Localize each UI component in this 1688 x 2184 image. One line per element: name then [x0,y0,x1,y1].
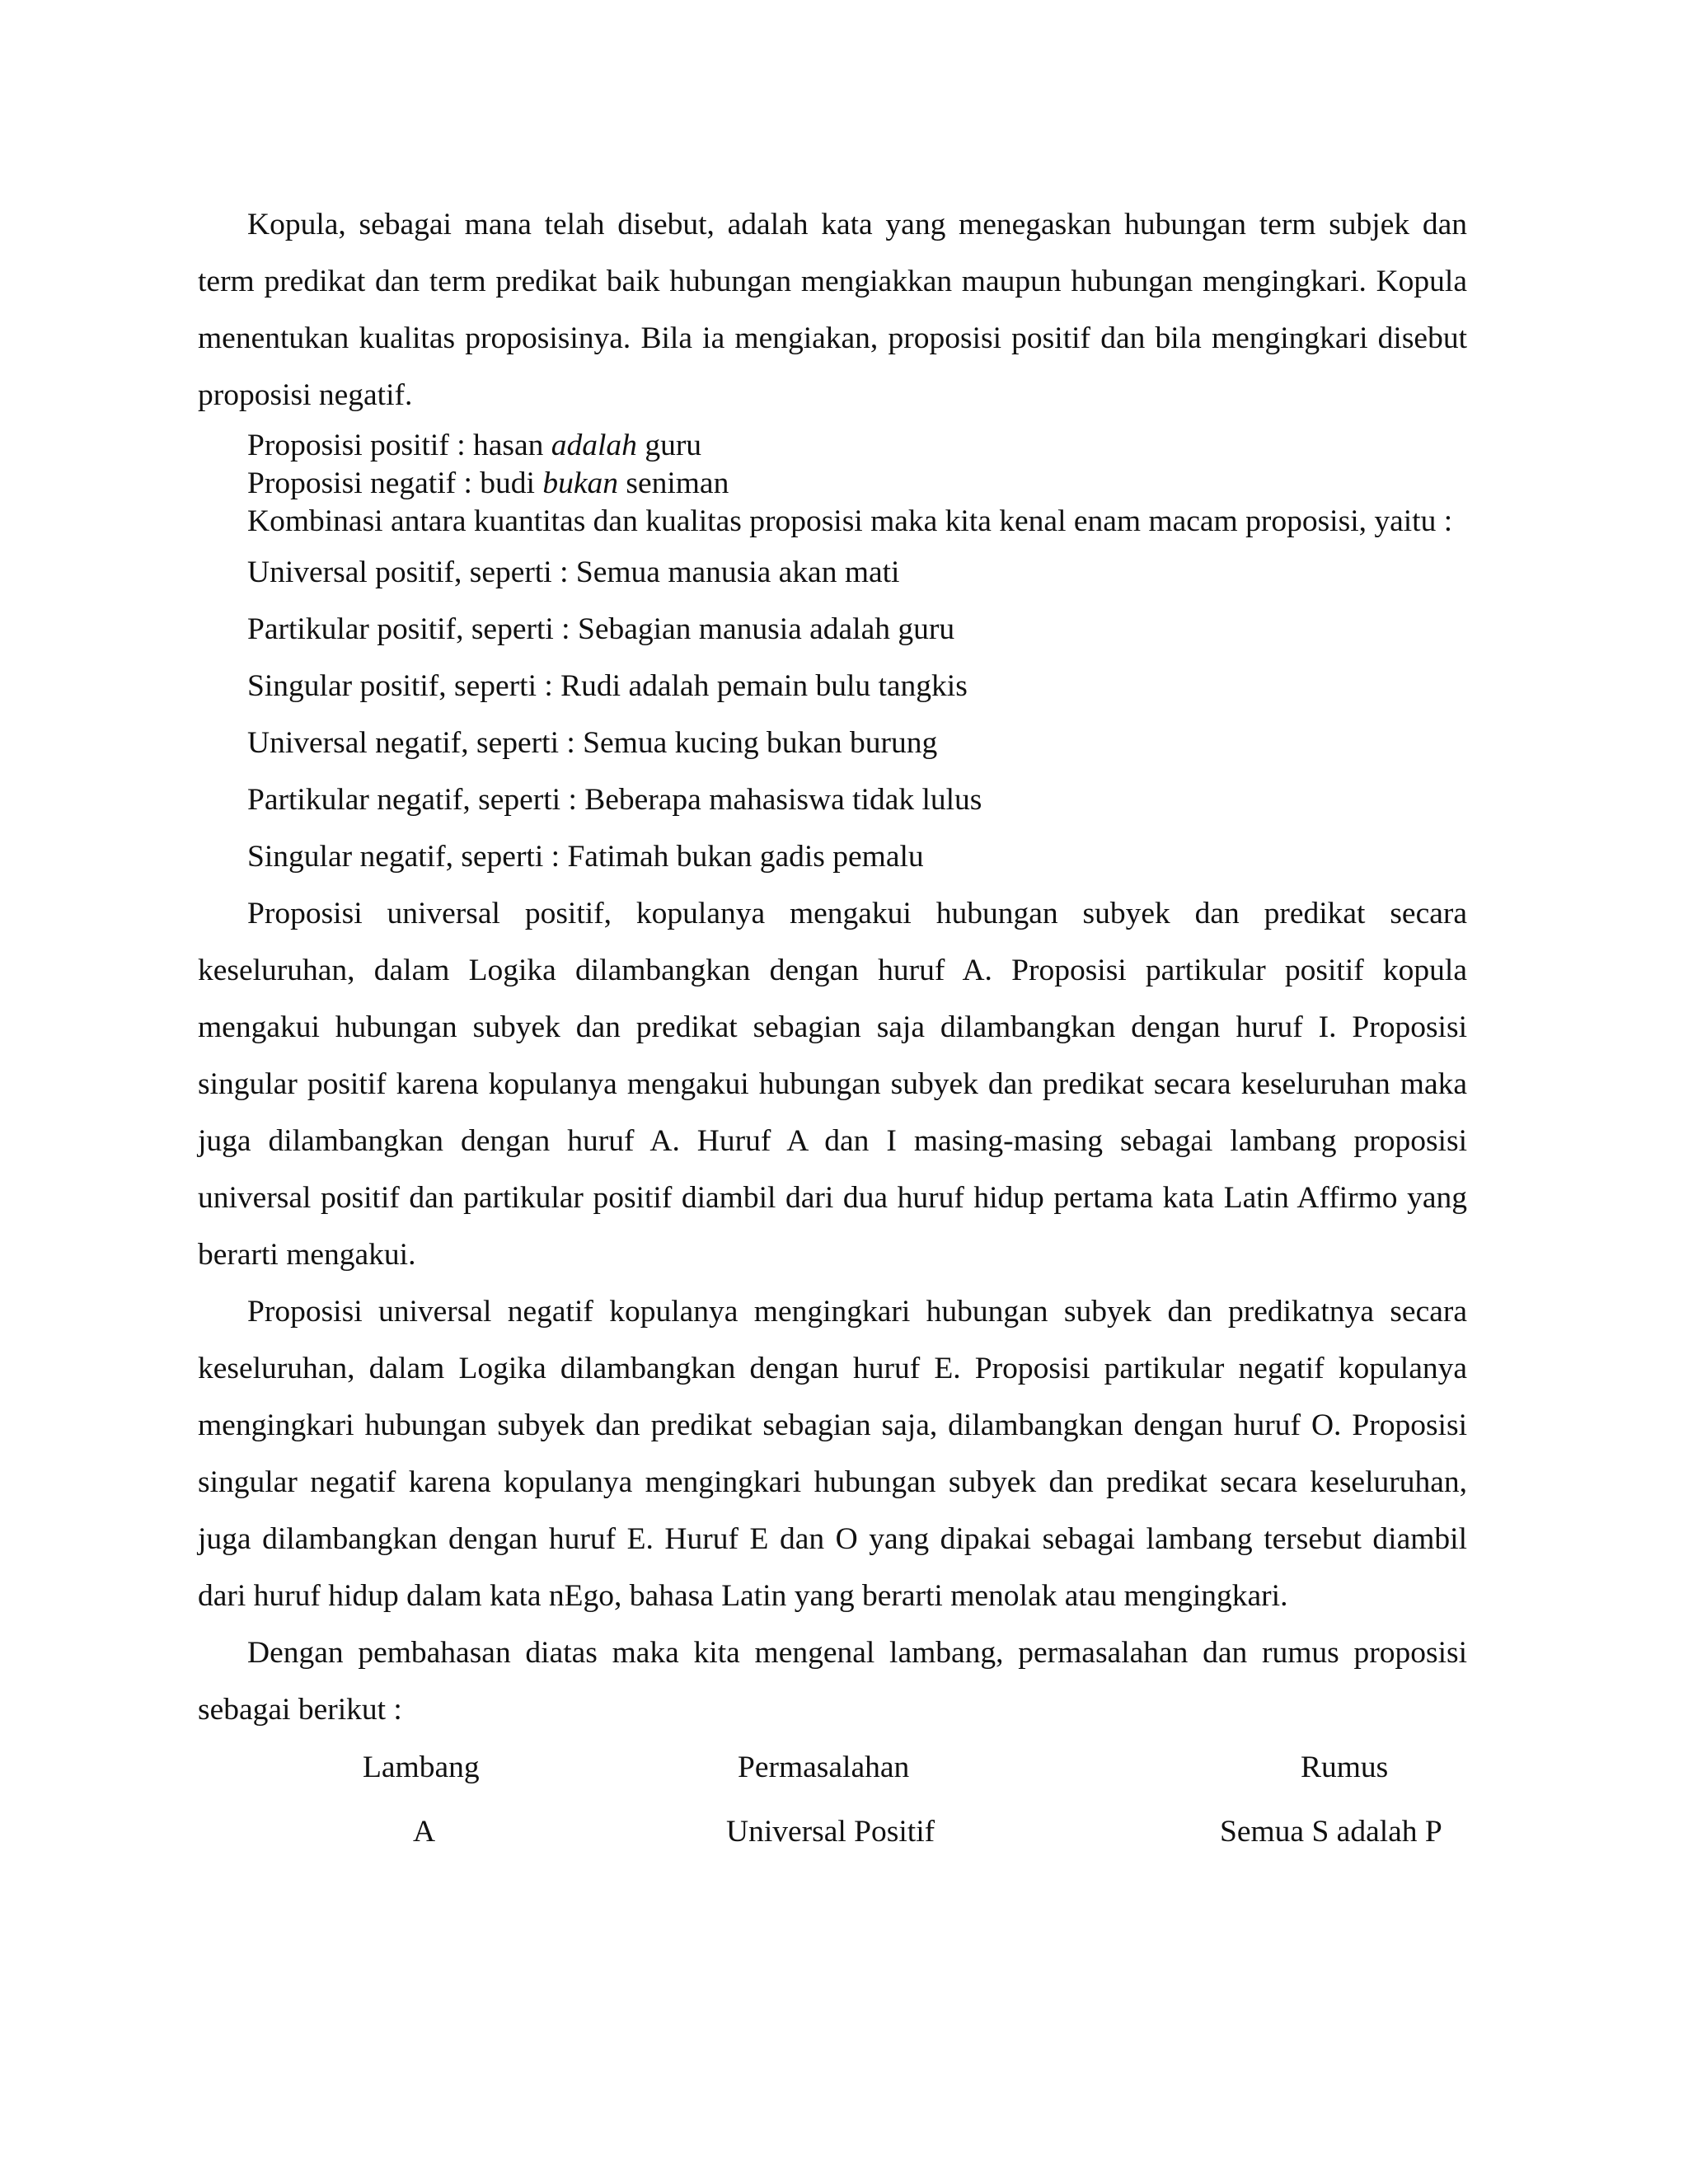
table-header-permasalahan: Permasalahan [738,1750,910,1784]
example-positive-prefix: Proposisi positif : hasan [247,429,551,462]
table-cell-permasalahan: Universal Positif [726,1815,935,1849]
list-item: Partikular negatif, seperti : Beberapa mahasiswa tidak lulus [247,783,982,817]
table-row [198,1814,1467,1878]
list-item: Singular positif, seperti : Rudi adalah pemain bulu tangkis [247,669,968,703]
example-negative [198,465,1467,503]
list-item: Universal negatif, seperti : Semua kucing bukan burung [247,726,938,760]
example-positive-copula: adalah [551,429,637,462]
document-page [198,196,1467,1878]
paragraph-kombinasi: Kombinasi antara kuantitas dan kualitas proposisi maka kita kenal enam macam proposisi, yaitu : [247,504,1453,538]
example-positive [198,427,1467,465]
table-header-lambang: Lambang [363,1750,480,1784]
example-negative-suffix: seniman [617,466,729,500]
paragraph-pembahasan: Dengan pembahasan diatas maka kita mengenal lambang, permasalahan dan rumus proposisi sebagai berikut : [198,1636,1467,1727]
table-header-rumus: Rumus [1301,1750,1389,1784]
list-item: Partikular positif, seperti : Sebagian manusia adalah guru [247,612,955,646]
example-negative-prefix: Proposisi negatif : budi [247,466,543,500]
proposition-table [198,1750,1467,1878]
example-positive-suffix: guru [636,429,702,462]
paragraph-kopula: Kopula, sebagai mana telah disebut, adalah kata yang menegaskan hubungan term subjek dan term predikat dan term predikat baik hubungan mengiakkan maupun hubungan mengingkari. Kopula menentukan kualitas proposisinya. Bila ia mengiakan, proposisi positif dan bila mengingkari disebut proposisi negatif. [198,208,1467,412]
table-cell-lambang: A [413,1815,436,1849]
list-item: Universal positif, seperti : Semua manusia akan mati [247,555,900,589]
list-item: Singular negatif, seperti : Fatimah bukan gadis pemalu [247,840,924,874]
table-cell-rumus: Semua S adalah P [1220,1815,1442,1849]
paragraph-universal-positif: Proposisi universal positif, kopulanya mengakui hubungan subyek dan predikat secara keseluruhan, dalam Logika dilambangkan dengan huruf A. Proposisi partikular positif kopula mengakui hubungan subyek dan predikat sebagian saja dilambangkan dengan huruf I. Proposisi singular positif karena kopulanya mengakui hubungan subyek dan predikat secara keseluruhan maka juga dilambangkan dengan huruf A. Huruf A dan I masing-masing sebagai lambang proposisi universal positif dan partikular positif diambil dari dua huruf hidup pertama kata Latin Affirmo yang berarti mengakui. [198,897,1467,1272]
example-negative-copula: bukan [542,466,618,500]
proposition-list [198,544,1467,885]
paragraph-universal-negatif: Proposisi universal negatif kopulanya mengingkari hubungan subyek dan predikatnya secara keseluruhan, dalam Logika dilambangkan dengan huruf E. Proposisi partikular negatif kopulanya mengingkari hubungan subyek dan predikat sebagian saja, dilambangkan dengan huruf O. Proposisi singular negatif karena kopulanya mengingkari hubungan subyek dan predikat secara keseluruhan, juga dilambangkan dengan huruf E. Huruf E dan O yang dipakai sebagai lambang tersebut diambil dari huruf hidup dalam kata nEgo, bahasa Latin yang berarti menolak atau mengingkari. [198,1295,1467,1613]
table-header-row [198,1750,1467,1814]
